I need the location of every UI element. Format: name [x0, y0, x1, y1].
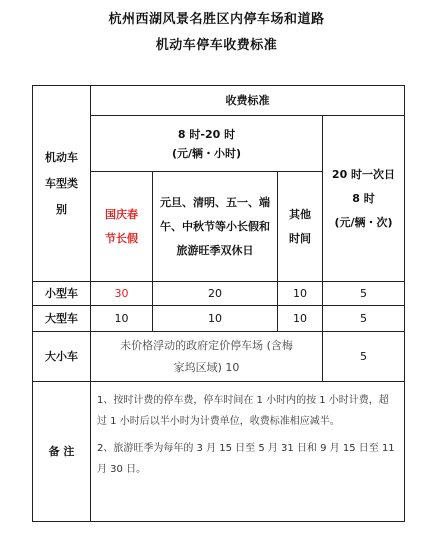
col-national-holiday: 国庆春节长假 [91, 172, 153, 282]
fee-table [32, 85, 405, 522]
notes-content [91, 382, 405, 522]
daytime-header [91, 116, 323, 172]
night-header [323, 116, 405, 282]
row-both-label: 大小车 [33, 332, 91, 382]
row-both-text: 未价格浮动的政府定价停车场 (含梅家坞区域) 10 [91, 332, 323, 382]
row-large-night: 5 [323, 306, 405, 332]
row-large-label: 大型车 [33, 306, 91, 332]
vehicle-type-header: 机动车车型类别 [33, 86, 91, 282]
fee-standard-header: 收费标准 [91, 86, 405, 116]
col-minor-holiday: 元旦、清明、五一、端午、中秋节等小长假和旅游旺季双休日 [153, 172, 278, 282]
row-small-label: 小型车 [33, 282, 91, 306]
row-large-national: 10 [91, 306, 153, 332]
page-title: 杭州西湖风景名胜区内停车场和道路 [108, 12, 325, 27]
daytime-period: 8 时-20 时 [177, 127, 236, 141]
row-small-national: 30 [91, 282, 153, 306]
row-large-minor: 10 [153, 306, 278, 332]
note-1: 1、按时计费的停车费，停车时间在 1 小时内的按 1 小时计费，超过 1 小时后以半小时为计费单位，收费标准相应减半。 [97, 395, 389, 427]
row-small-night: 5 [323, 282, 405, 306]
note-2: 2、旅游旺季为每年的 3 月 15 日至 5 月 31 日和 9 月 15 日至 11 月 30 日。 [97, 443, 395, 475]
row-small-minor: 20 [153, 282, 278, 306]
row-both-night: 5 [323, 332, 405, 382]
notes-label: 备 注 [33, 382, 91, 522]
page-subtitle: 机动车停车收费标准 [155, 38, 278, 53]
row-small-other: 10 [278, 282, 323, 306]
col-other-time: 其他时间 [278, 172, 323, 282]
night-unit: (元/辆・次) [334, 215, 393, 229]
daytime-unit: (元/辆・小时) [171, 146, 242, 160]
row-large-other: 10 [278, 306, 323, 332]
night-period: 20 时一次日 8 时 [331, 167, 396, 205]
